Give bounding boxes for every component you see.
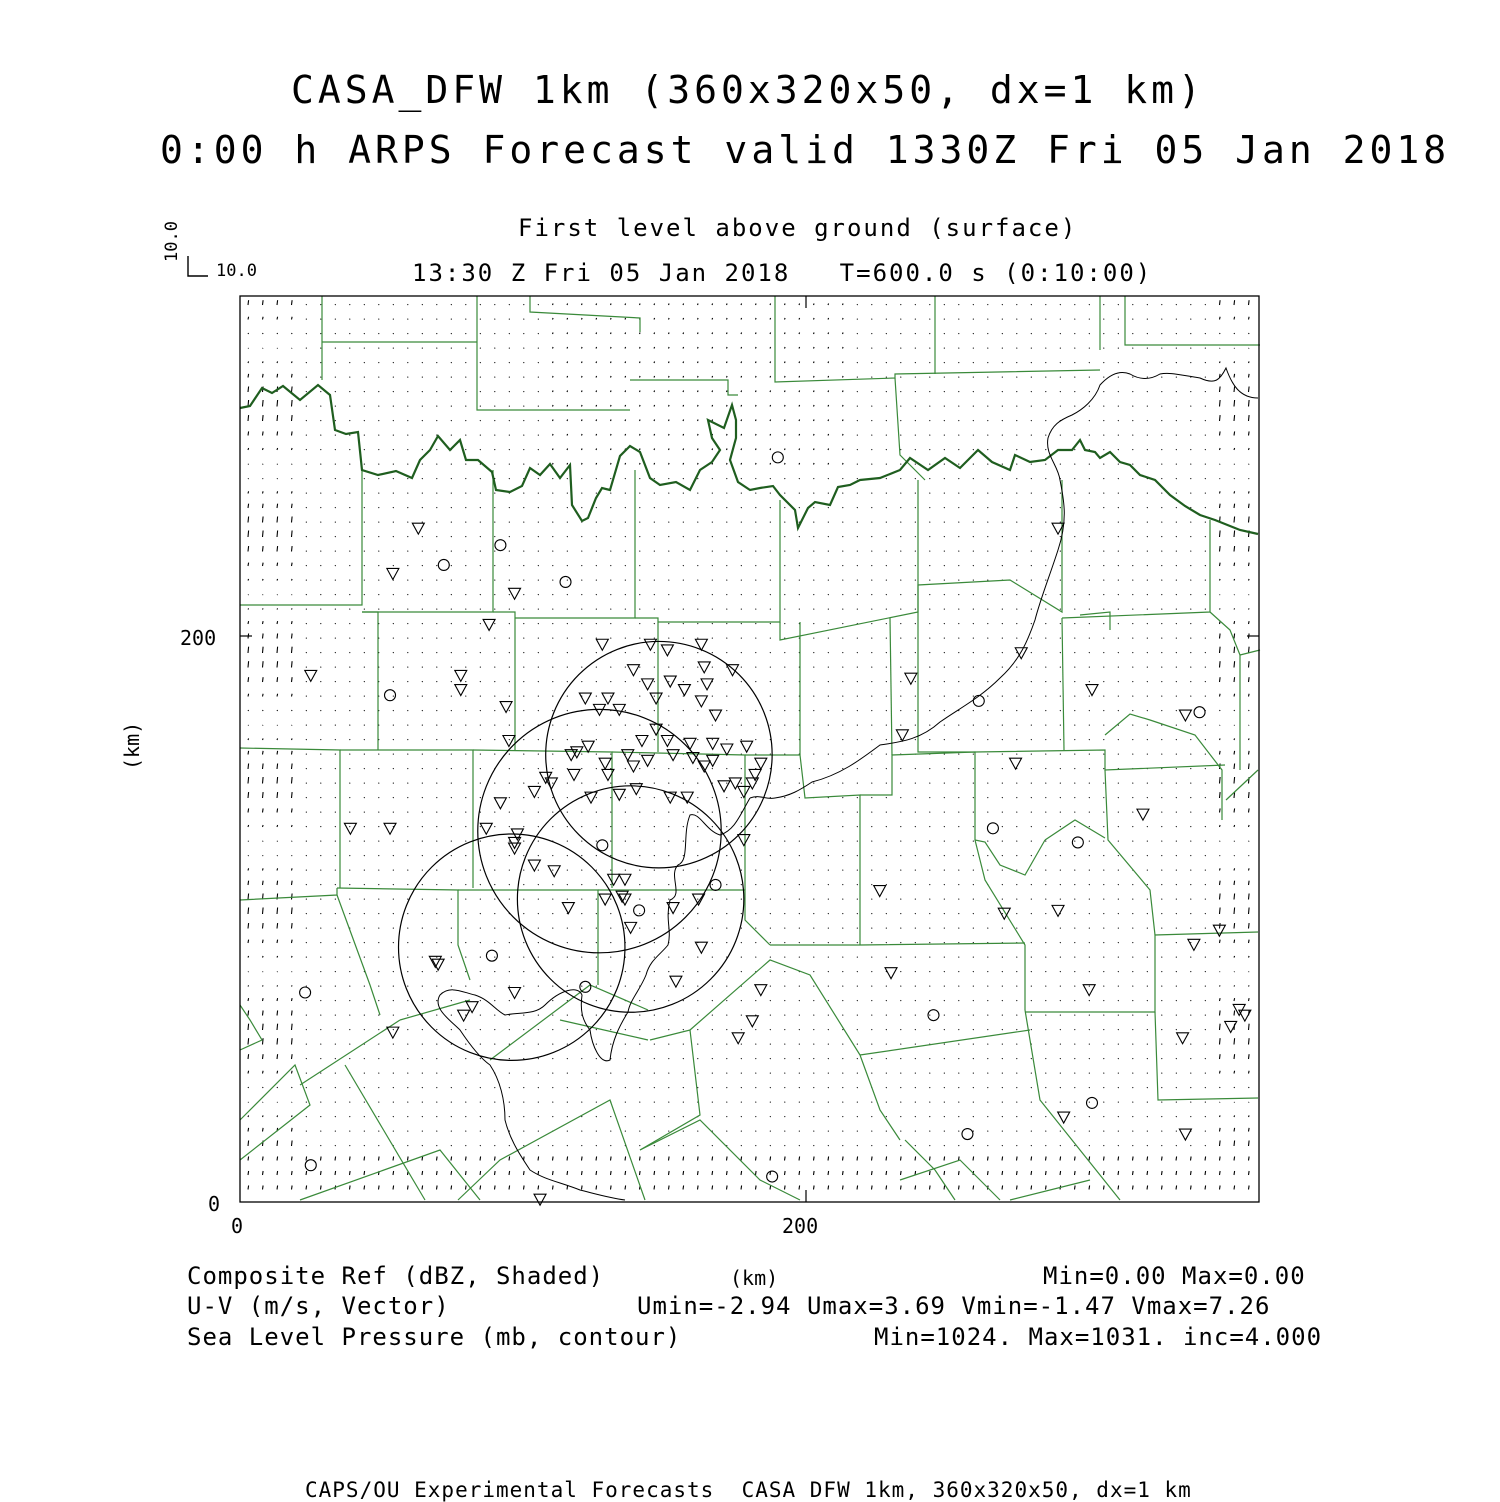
station-triangle-marker <box>636 736 648 747</box>
station-triangle-marker <box>568 769 580 780</box>
station-triangle-marker <box>509 588 521 599</box>
station-triangle-marker <box>585 792 597 803</box>
station-triangle-marker <box>608 874 620 885</box>
station-circle-marker <box>305 1160 316 1171</box>
county-line <box>1062 520 1210 618</box>
plot-frame <box>240 296 1259 1202</box>
station-triangle-marker <box>667 750 679 761</box>
station-triangle-marker <box>707 738 719 749</box>
station-triangle-marker <box>1177 1033 1189 1044</box>
station-circle-marker <box>634 905 645 916</box>
station-circle-marker <box>1086 1097 1097 1108</box>
county-line <box>362 470 493 612</box>
county-line <box>918 612 975 752</box>
station-triangle-marker <box>1010 758 1022 769</box>
county-line <box>900 1160 1000 1200</box>
station-triangle-marker <box>721 744 733 755</box>
station-triangle-marker <box>661 645 673 656</box>
county-line <box>337 888 470 980</box>
legend-wind-stats: Umin=-2.94 Umax=3.69 Vmin=-1.47 Vmax=7.26 <box>637 1292 1271 1320</box>
station-triangle-marker <box>701 679 713 690</box>
station-triangle-marker <box>718 781 730 792</box>
county-line <box>860 752 975 840</box>
station-circle-marker <box>300 987 311 998</box>
x-axis-unit-label: (km) <box>730 1266 779 1290</box>
station-circle-marker <box>597 840 608 851</box>
county-line <box>780 480 918 640</box>
station-circle-marker <box>767 1171 778 1182</box>
vector-scale-arrows <box>188 256 208 276</box>
county-line <box>860 1030 1030 1055</box>
station-triangle-marker <box>1179 1129 1191 1140</box>
station-triangle-marker <box>874 886 886 897</box>
axis-ticks <box>240 296 1259 1202</box>
station-triangle-marker <box>670 976 682 987</box>
legend-pressure-stats: Min=1024. Max=1031. inc=4.000 <box>874 1323 1323 1351</box>
station-triangle-marker <box>1086 685 1098 696</box>
observation-stations <box>300 452 1251 1205</box>
county-line <box>1125 296 1260 345</box>
station-triangle-marker <box>695 942 707 953</box>
station-triangle-marker <box>528 786 540 797</box>
station-triangle-marker <box>905 673 917 684</box>
county-line <box>975 750 1225 770</box>
vector-scale-horizontal-label: 10.0 <box>216 261 257 281</box>
county-line <box>775 296 1100 382</box>
station-circle-marker <box>495 540 506 551</box>
station-triangle-marker <box>664 676 676 687</box>
station-triangle-marker <box>534 1194 546 1205</box>
station-triangle-marker <box>698 662 710 673</box>
station-triangle-marker <box>1225 1021 1237 1032</box>
state-border-red-river <box>240 385 1258 534</box>
station-triangle-marker <box>1058 1112 1070 1123</box>
county-line <box>515 470 635 618</box>
station-triangle-marker <box>642 679 654 690</box>
county-line <box>530 296 640 332</box>
county-line <box>1210 612 1260 655</box>
station-triangle-marker <box>1137 809 1149 820</box>
radar-range-ring <box>517 786 743 1012</box>
station-triangle-marker <box>755 758 767 769</box>
county-line <box>458 890 598 985</box>
vector-scale-vertical-label: 10.0 <box>162 221 182 262</box>
station-circle-marker <box>1072 837 1083 848</box>
county-line <box>640 1120 800 1200</box>
station-triangle-marker <box>412 523 424 534</box>
station-triangle-marker <box>1179 710 1191 721</box>
legend-reflectivity-label: Composite Ref (dBZ, Shaded) <box>187 1262 605 1290</box>
station-triangle-marker <box>684 738 696 749</box>
county-line <box>975 840 1045 875</box>
station-triangle-marker <box>500 702 512 713</box>
station-circle-marker <box>580 981 591 992</box>
time-label: 13:30 Z Fri 05 Jan 2018 T=600.0 s (0:10:00) <box>412 259 1153 287</box>
station-circle-marker <box>438 559 449 570</box>
legend-wind-label: U-V (m/s, Vector) <box>187 1292 450 1320</box>
county-line <box>240 1005 262 1050</box>
station-triangle-marker <box>738 786 750 797</box>
station-triangle-marker <box>619 874 631 885</box>
station-triangle-marker <box>885 968 897 979</box>
station-triangle-marker <box>596 639 608 650</box>
county-line <box>1080 612 1110 630</box>
station-triangle-marker <box>562 903 574 914</box>
station-circle-marker <box>486 950 497 961</box>
county-line <box>1155 1012 1258 1100</box>
station-triangle-marker <box>455 685 467 696</box>
station-triangle-marker <box>727 665 739 676</box>
station-triangle-marker <box>661 736 673 747</box>
station-triangle-marker <box>579 693 591 704</box>
station-circle-marker <box>973 695 984 706</box>
station-triangle-marker <box>678 685 690 696</box>
station-triangle-marker <box>1188 939 1200 950</box>
chart-title-line2: 0:00 h ARPS Forecast valid 1330Z Fri 05 Jan 2018 <box>160 128 1451 172</box>
station-triangle-marker <box>1052 905 1064 916</box>
chart-title-line1: CASA_DFW 1km (360x320x50, dx=1 km) <box>291 68 1205 112</box>
station-circle-marker <box>385 690 396 701</box>
station-triangle-marker <box>483 619 495 630</box>
station-triangle-marker <box>480 823 492 834</box>
station-triangle-marker <box>528 860 540 871</box>
station-triangle-marker <box>494 798 506 809</box>
station-triangle-marker <box>746 778 758 789</box>
county-boundaries <box>240 296 1260 1200</box>
wind-vector-field <box>248 300 1249 1189</box>
station-triangle-marker <box>664 792 676 803</box>
sea-level-pressure-contour <box>750 368 1258 798</box>
county-line <box>630 380 738 395</box>
county-line <box>560 1020 648 1040</box>
station-triangle-marker <box>384 823 396 834</box>
county-line <box>1226 770 1258 800</box>
station-triangle-marker <box>344 823 356 834</box>
county-line <box>337 895 380 1015</box>
station-circle-marker <box>710 879 721 890</box>
county-line <box>918 480 1062 612</box>
station-triangle-marker <box>622 750 634 761</box>
legend-reflectivity-stats: Min=0.00 Max=0.00 <box>1043 1262 1306 1290</box>
radar-range-ring <box>478 709 721 952</box>
station-triangle-marker <box>738 835 750 846</box>
y-axis-unit-label: (km) <box>120 721 144 770</box>
county-line <box>458 1100 645 1200</box>
station-triangle-marker <box>746 1016 758 1027</box>
station-triangle-marker <box>599 758 611 769</box>
county-line <box>612 752 745 890</box>
county-line <box>1025 1010 1120 1200</box>
station-triangle-marker <box>695 696 707 707</box>
station-circle-marker <box>962 1129 973 1140</box>
county-line <box>240 1065 310 1160</box>
station-triangle-marker <box>732 1033 744 1044</box>
station-triangle-marker <box>571 747 583 758</box>
x-tick-200: 200 <box>782 1214 819 1238</box>
footer-credit: CAPS/OU Experimental Forecasts CASA DFW 1km, 360x320x50, dx=1 km <box>305 1478 1192 1502</box>
station-triangle-marker <box>896 730 908 741</box>
county-line <box>1105 770 1155 935</box>
county-line <box>493 612 515 750</box>
county-line <box>1025 932 1258 1012</box>
station-triangle-marker <box>548 866 560 877</box>
county-line <box>770 943 1025 945</box>
county-line <box>1045 820 1105 840</box>
station-triangle-marker <box>305 670 317 681</box>
station-triangle-marker <box>625 922 637 933</box>
y-tick-0: 0 <box>208 1192 221 1216</box>
station-circle-marker <box>772 452 783 463</box>
county-line <box>300 1150 480 1200</box>
county-line <box>640 1030 700 1150</box>
station-triangle-marker <box>650 693 662 704</box>
y-tick-200: 200 <box>180 626 217 650</box>
station-triangle-marker <box>599 894 611 905</box>
station-triangle-marker <box>582 741 594 752</box>
station-triangle-marker <box>387 568 399 579</box>
level-label: First level above ground (surface) <box>518 214 1078 242</box>
county-line <box>240 888 337 900</box>
station-triangle-marker <box>755 985 767 996</box>
vector-scale-key <box>188 256 208 276</box>
county-line <box>1010 1180 1090 1200</box>
station-triangle-marker <box>613 789 625 800</box>
station-triangle-marker <box>749 769 761 780</box>
county-line <box>890 618 892 755</box>
station-triangle-marker <box>602 693 614 704</box>
x-tick-0: 0 <box>231 1214 244 1238</box>
station-triangle-marker <box>644 639 656 650</box>
county-line <box>362 612 378 750</box>
county-line <box>240 470 362 605</box>
county-line <box>1062 618 1064 750</box>
station-circle-marker <box>1194 707 1205 718</box>
station-triangle-marker <box>458 1010 470 1021</box>
station-triangle-marker <box>387 1027 399 1038</box>
station-triangle-marker <box>741 741 753 752</box>
county-line <box>860 1055 900 1140</box>
station-circle-marker <box>987 823 998 834</box>
station-triangle-marker <box>627 761 639 772</box>
station-triangle-marker <box>1015 648 1027 659</box>
county-line <box>658 500 780 622</box>
station-triangle-marker <box>710 710 722 721</box>
county-line <box>340 750 473 888</box>
legend-pressure-label: Sea Level Pressure (mb, contour) <box>187 1323 682 1351</box>
pressure-contours <box>438 368 1258 1200</box>
station-triangle-marker <box>466 1002 478 1013</box>
county-line <box>240 748 340 888</box>
station-triangle-marker <box>627 665 639 676</box>
station-triangle-marker <box>729 778 741 789</box>
station-triangle-marker <box>455 670 467 681</box>
wind-vectors <box>248 300 1249 1189</box>
station-triangle-marker <box>509 987 521 998</box>
station-triangle-marker <box>642 755 654 766</box>
station-circle-marker <box>560 576 571 587</box>
